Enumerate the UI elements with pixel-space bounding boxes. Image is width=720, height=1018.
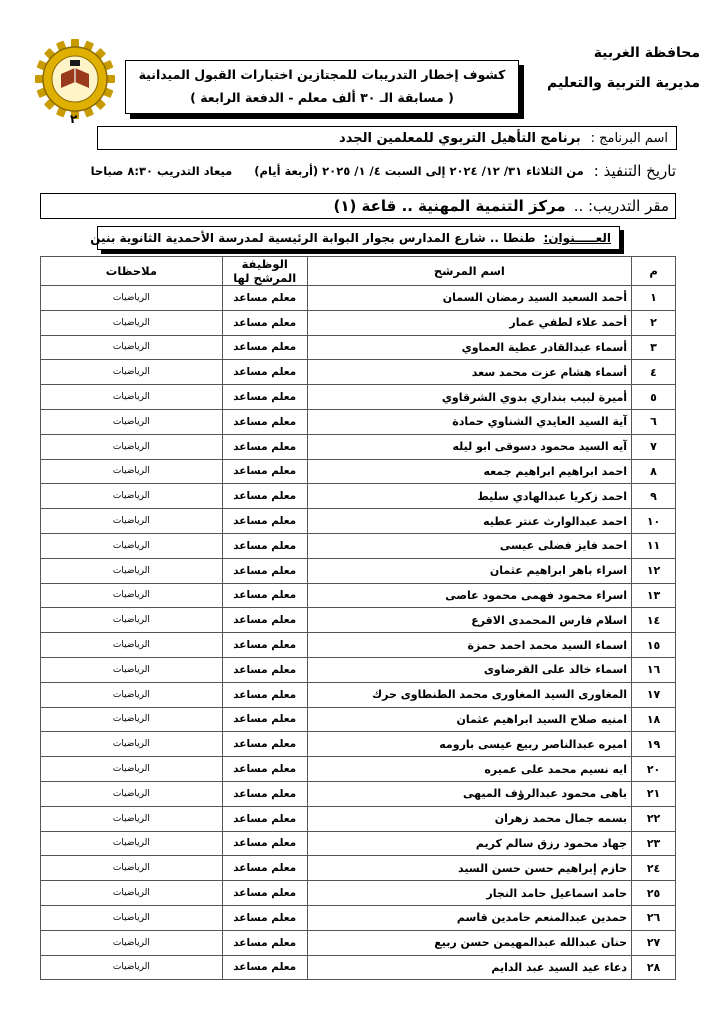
table-row xyxy=(41,856,676,881)
candidate-name: ايه نسيم محمد على عميره xyxy=(307,757,631,782)
header-job: الوظيفة المرشح لها xyxy=(222,257,307,286)
directorate-name: مديرية التربية والتعليم xyxy=(547,75,700,91)
candidate-job: معلم مساعد xyxy=(222,484,307,509)
candidate-job: معلم مساعد xyxy=(222,881,307,906)
row-number: ١٨ xyxy=(632,707,676,732)
candidate-name: اسراء باهر ابراهيم عثمان xyxy=(307,558,631,583)
row-number: ٩ xyxy=(632,484,676,509)
row-number: ٥ xyxy=(632,385,676,410)
table-row xyxy=(41,509,676,534)
candidate-job: معلم مساعد xyxy=(222,286,307,311)
execution-date-line xyxy=(40,160,676,182)
candidate-name: حامد اسماعيل حامد النجار xyxy=(307,881,631,906)
table-row xyxy=(41,409,676,434)
candidate-notes: الرياضيات xyxy=(41,881,223,906)
candidate-job: معلم مساعد xyxy=(222,434,307,459)
candidate-notes: الرياضيات xyxy=(41,856,223,881)
row-number: ٢٦ xyxy=(632,905,676,930)
candidate-job: معلم مساعد xyxy=(222,757,307,782)
candidate-job: معلم مساعد xyxy=(222,558,307,583)
candidate-name: حمدين عبدالمنعم حامدين قاسم xyxy=(307,905,631,930)
address-label: العـــــنوان: xyxy=(543,231,611,245)
table-row xyxy=(41,583,676,608)
candidate-name: حازم إبراهيم حسن حسن السيد xyxy=(307,856,631,881)
candidates-table xyxy=(40,256,676,980)
row-number: ٤ xyxy=(632,360,676,385)
row-number: ٢٠ xyxy=(632,757,676,782)
candidate-notes: الرياضيات xyxy=(41,558,223,583)
candidate-name: اسماء السيد محمد احمد حمزة xyxy=(307,633,631,658)
candidate-notes: الرياضيات xyxy=(41,434,223,459)
candidate-name: أحمد علاء لطفي عمار xyxy=(307,310,631,335)
table-row xyxy=(41,484,676,509)
row-number: ٦ xyxy=(632,409,676,434)
program-box xyxy=(97,126,677,150)
table-row xyxy=(41,806,676,831)
table-row xyxy=(41,459,676,484)
candidate-job: معلم مساعد xyxy=(222,905,307,930)
row-number: ١٣ xyxy=(632,583,676,608)
candidate-notes: الرياضيات xyxy=(41,930,223,955)
organization-header xyxy=(520,38,700,98)
row-number: ١٠ xyxy=(632,509,676,534)
candidate-job: معلم مساعد xyxy=(222,781,307,806)
table-row xyxy=(41,385,676,410)
row-number: ١٩ xyxy=(632,732,676,757)
address-box xyxy=(90,226,620,250)
candidate-notes: الرياضيات xyxy=(41,633,223,658)
row-number: ٢٣ xyxy=(632,831,676,856)
candidate-name: احمد ابراهيم ابراهيم جمعه xyxy=(307,459,631,484)
education-logo-icon xyxy=(34,38,116,120)
table-row xyxy=(41,905,676,930)
candidate-job: معلم مساعد xyxy=(222,806,307,831)
candidate-notes: الرياضيات xyxy=(41,360,223,385)
row-number: ٢٨ xyxy=(632,955,676,980)
candidate-job: معلم مساعد xyxy=(222,360,307,385)
candidate-notes: الرياضيات xyxy=(41,732,223,757)
candidate-name: أميرة لبيب بنداري بدوي الشرقاوي xyxy=(307,385,631,410)
candidate-name: بسمه جمال محمد زهران xyxy=(307,806,631,831)
candidate-job: معلم مساعد xyxy=(222,385,307,410)
candidate-name: أسماء عبدالقادر عطية العماوي xyxy=(307,335,631,360)
notice-title-box xyxy=(125,60,519,114)
row-number: ٢ xyxy=(632,310,676,335)
candidate-name: آيه السيد محمود دسوقى ابو ليله xyxy=(307,434,631,459)
table-row xyxy=(41,558,676,583)
candidate-notes: الرياضيات xyxy=(41,533,223,558)
candidate-name: حنان عبدالله عبدالمهيمن حسن ربيع xyxy=(307,930,631,955)
row-number: ١٧ xyxy=(632,682,676,707)
candidate-name: أسماء هشام عزت محمد سعد xyxy=(307,360,631,385)
candidate-job: معلم مساعد xyxy=(222,831,307,856)
candidate-name: أحمد السعيد السيد رمضان السمان xyxy=(307,286,631,311)
candidate-notes: الرياضيات xyxy=(41,583,223,608)
candidate-notes: الرياضيات xyxy=(41,509,223,534)
candidate-job: معلم مساعد xyxy=(222,409,307,434)
header-notes: ملاحظات xyxy=(41,257,223,286)
page-number: ٢ xyxy=(70,112,78,126)
candidate-name: احمد زكريا عبدالهادي سليط xyxy=(307,484,631,509)
candidate-notes: الرياضيات xyxy=(41,385,223,410)
address-value: طنطا .. شارع المدارس بجوار البوابة الرئيسية لمدرسة الأحمدية الثانوية بنين xyxy=(90,231,536,245)
candidate-notes: الرياضيات xyxy=(41,335,223,360)
candidate-name: امنيه صلاح السيد ابراهيم عثمان xyxy=(307,707,631,732)
candidate-job: معلم مساعد xyxy=(222,509,307,534)
notice-subtitle: ( مسابقة الـ ٣٠ ألف معلم - الدفعة الرابعة ) xyxy=(190,90,454,105)
candidate-name: احمد عبدالوارث عنتر عطيه xyxy=(307,509,631,534)
venue-label: مقر التدريب: .. xyxy=(573,197,669,215)
table-row xyxy=(41,533,676,558)
candidate-notes: الرياضيات xyxy=(41,831,223,856)
candidate-name: احمد فايز فضلى عيسى xyxy=(307,533,631,558)
candidate-notes: الرياضيات xyxy=(41,806,223,831)
row-number: ١٢ xyxy=(632,558,676,583)
candidate-notes: الرياضيات xyxy=(41,484,223,509)
candidate-notes: الرياضيات xyxy=(41,459,223,484)
training-time: ميعاد التدريب ٨:٣٠ صباحا xyxy=(90,164,233,178)
table-row xyxy=(41,360,676,385)
table-row xyxy=(41,757,676,782)
header-num: م xyxy=(632,257,676,286)
table-row xyxy=(41,930,676,955)
candidate-job: معلم مساعد xyxy=(222,930,307,955)
candidate-job: معلم مساعد xyxy=(222,955,307,980)
candidate-notes: الرياضيات xyxy=(41,657,223,682)
candidate-job: معلم مساعد xyxy=(222,310,307,335)
table-row xyxy=(41,682,676,707)
candidate-notes: الرياضيات xyxy=(41,310,223,335)
table-row xyxy=(41,286,676,311)
row-number: ٧ xyxy=(632,434,676,459)
candidate-job: معلم مساعد xyxy=(222,732,307,757)
candidate-notes: الرياضيات xyxy=(41,409,223,434)
table-row xyxy=(41,657,676,682)
candidate-job: معلم مساعد xyxy=(222,633,307,658)
table-header-row xyxy=(41,257,676,286)
candidate-name: المغاورى السيد المغاورى محمد الطنطاوى حرك xyxy=(307,682,631,707)
candidate-job: معلم مساعد xyxy=(222,335,307,360)
row-number: ٨ xyxy=(632,459,676,484)
candidate-notes: الرياضيات xyxy=(41,608,223,633)
candidate-notes: الرياضيات xyxy=(41,757,223,782)
notice-title: كشوف إخطار التدريبات للمجتازين اختبارات القبول الميدانية xyxy=(138,67,506,82)
header-name: اسم المرشح xyxy=(307,257,631,286)
candidate-notes: الرياضيات xyxy=(41,682,223,707)
candidate-job: معلم مساعد xyxy=(222,459,307,484)
row-number: ١٤ xyxy=(632,608,676,633)
candidate-job: معلم مساعد xyxy=(222,583,307,608)
row-number: ١٥ xyxy=(632,633,676,658)
row-number: ٢٤ xyxy=(632,856,676,881)
candidate-job: معلم مساعد xyxy=(222,682,307,707)
execution-label: تاريخ التنفيذ : xyxy=(593,162,676,180)
row-number: ١٦ xyxy=(632,657,676,682)
candidate-notes: الرياضيات xyxy=(41,286,223,311)
candidate-name: اميره عبدالناصر ربيع عيسى بارومه xyxy=(307,732,631,757)
candidate-name: اسراء محمود فهمى محمود عاصى xyxy=(307,583,631,608)
table-row xyxy=(41,633,676,658)
program-label: اسم البرنامج : xyxy=(590,130,668,146)
candidate-name: باهى محمود عبدالرؤف الميهى xyxy=(307,781,631,806)
candidate-job: معلم مساعد xyxy=(222,707,307,732)
table-row xyxy=(41,831,676,856)
execution-dates: من الثلاثاء ٣١/ ١٢/ ٢٠٢٤ إلى السبت ٤/ ١/ ٢٠٢٥ (أربعة أيام) xyxy=(254,164,584,178)
candidate-job: معلم مساعد xyxy=(222,657,307,682)
table-row xyxy=(41,707,676,732)
candidate-notes: الرياضيات xyxy=(41,707,223,732)
program-name: برنامج التأهيل التربوي للمعلمين الجدد xyxy=(339,130,581,146)
table-row xyxy=(41,434,676,459)
candidate-notes: الرياضيات xyxy=(41,905,223,930)
candidate-name: جهاد محمود رزق سالم كريم xyxy=(307,831,631,856)
venue-box xyxy=(40,193,676,219)
candidate-notes: الرياضيات xyxy=(41,955,223,980)
governorate-name: محافظة الغربية xyxy=(593,45,700,61)
row-number: ٢٥ xyxy=(632,881,676,906)
row-number: ٣ xyxy=(632,335,676,360)
row-number: ١ xyxy=(632,286,676,311)
table-row xyxy=(41,732,676,757)
table-row xyxy=(41,310,676,335)
row-number: ٢٢ xyxy=(632,806,676,831)
row-number: ٢١ xyxy=(632,781,676,806)
table-row xyxy=(41,955,676,980)
table-row xyxy=(41,881,676,906)
candidate-name: آية السيد العايدي الشناوي حمادة xyxy=(307,409,631,434)
venue-name: مركز التنمية المهنية .. قاعة (١) xyxy=(333,197,566,215)
table-row xyxy=(41,781,676,806)
row-number: ١١ xyxy=(632,533,676,558)
candidate-name: دعاء عيد السيد عبد الدايم xyxy=(307,955,631,980)
table-row xyxy=(41,608,676,633)
candidate-job: معلم مساعد xyxy=(222,533,307,558)
candidate-name: اسلام فارس المحمدى الاقرع xyxy=(307,608,631,633)
table-row xyxy=(41,335,676,360)
row-number: ٢٧ xyxy=(632,930,676,955)
candidate-name: اسماء خالد على القرضاوى xyxy=(307,657,631,682)
candidate-job: معلم مساعد xyxy=(222,856,307,881)
candidate-job: معلم مساعد xyxy=(222,608,307,633)
candidate-notes: الرياضيات xyxy=(41,781,223,806)
